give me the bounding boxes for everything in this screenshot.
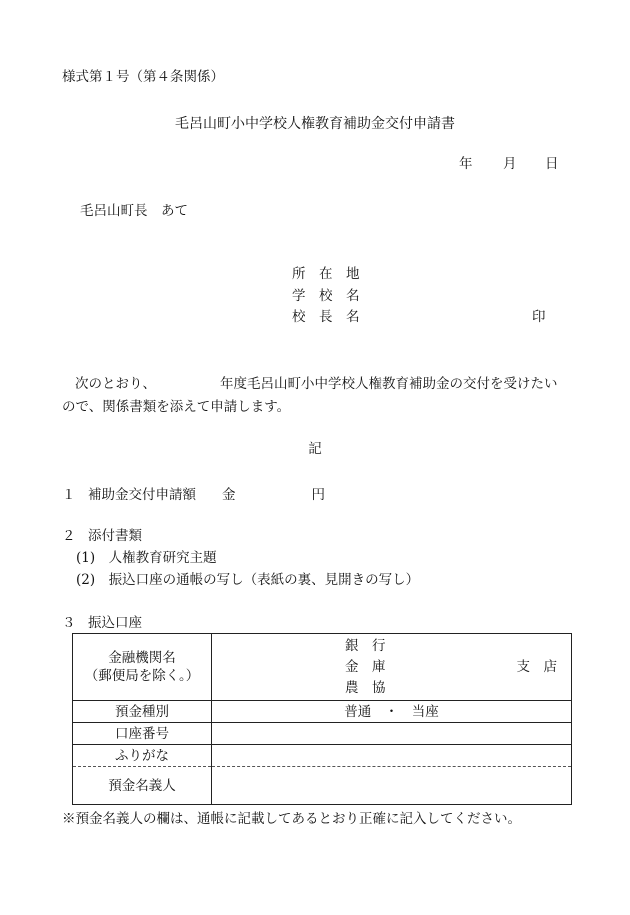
account-type-label: 預金種別	[73, 701, 212, 723]
date-day-label: 日	[545, 156, 559, 172]
form-number: 様式第１号（第４条関係）	[62, 69, 224, 85]
body-text-line-2: ので、関係書類を添えて申請します。	[62, 399, 291, 415]
addressee: 毛呂山町長 あて	[80, 203, 188, 219]
institution-type-kinko: 金 庫	[345, 659, 386, 675]
address-label: 所 在 地	[292, 266, 360, 282]
seal-mark: 印	[532, 309, 546, 325]
section-3-label: 振込口座	[88, 615, 142, 631]
section-3	[62, 614, 142, 632]
attachment-item-1: (1) 人権教育研究主題	[76, 550, 217, 566]
section-2	[62, 527, 142, 545]
body-text-line-1	[75, 375, 558, 393]
institution-label-cell	[73, 634, 212, 701]
body-text-post: 年度毛呂山町小中学校人権教育補助金の交付を受けたい	[220, 376, 558, 392]
document-title: 毛呂山町小中学校人権教育補助金交付申請書	[175, 116, 455, 132]
section-2-number: ２	[62, 528, 76, 544]
body-text-pre: 次のとおり、	[75, 376, 156, 392]
section-1-kin: 金	[222, 487, 236, 503]
section-1-number: １	[62, 487, 76, 503]
institution-types	[345, 636, 386, 699]
attachment-item-2: (2) 振込口座の通帳の写し（表紙の裏、見開きの写し）	[76, 572, 420, 588]
account-holder-input[interactable]	[212, 767, 572, 805]
institution-type-nokyo: 農 協	[345, 680, 386, 696]
institution-label-note: （郵便局を除く。）	[84, 668, 200, 684]
account-number-input[interactable]	[212, 723, 572, 745]
section-1-yen: 円	[311, 487, 325, 503]
institution-label: 金融機関名	[108, 650, 176, 666]
account-holder-label: 預金名義人	[73, 767, 212, 805]
date-year-label: 年	[459, 156, 473, 172]
account-type-row	[73, 701, 572, 723]
school-name-label: 学 校 名	[292, 288, 360, 304]
ki-heading: 記	[308, 441, 322, 457]
date-month-label: 月	[503, 156, 517, 172]
branch-label: 支 店	[516, 659, 557, 675]
principal-name-label: 校 長 名	[292, 309, 360, 325]
bank-account-table	[72, 633, 572, 805]
institution-row	[73, 634, 572, 701]
furigana-label: ふりがな	[73, 745, 212, 767]
furigana-row	[73, 745, 572, 767]
account-number-row	[73, 723, 572, 745]
section-1-label: 補助金交付申請額	[88, 487, 196, 503]
institution-type-bank: 銀 行	[345, 638, 386, 654]
account-holder-row	[73, 767, 572, 805]
account-type-value[interactable]: 普通 ・ 当座	[212, 701, 572, 723]
section-2-label: 添付書類	[88, 528, 142, 544]
institution-input-cell[interactable]	[212, 634, 572, 701]
section-3-number: ３	[62, 615, 76, 631]
furigana-input[interactable]	[212, 745, 572, 767]
section-1	[62, 486, 325, 504]
footnote: ※預金名義人の欄は、通帳に記載してあるとおり正確に記入してください。	[62, 811, 521, 827]
account-number-label: 口座番号	[73, 723, 212, 745]
